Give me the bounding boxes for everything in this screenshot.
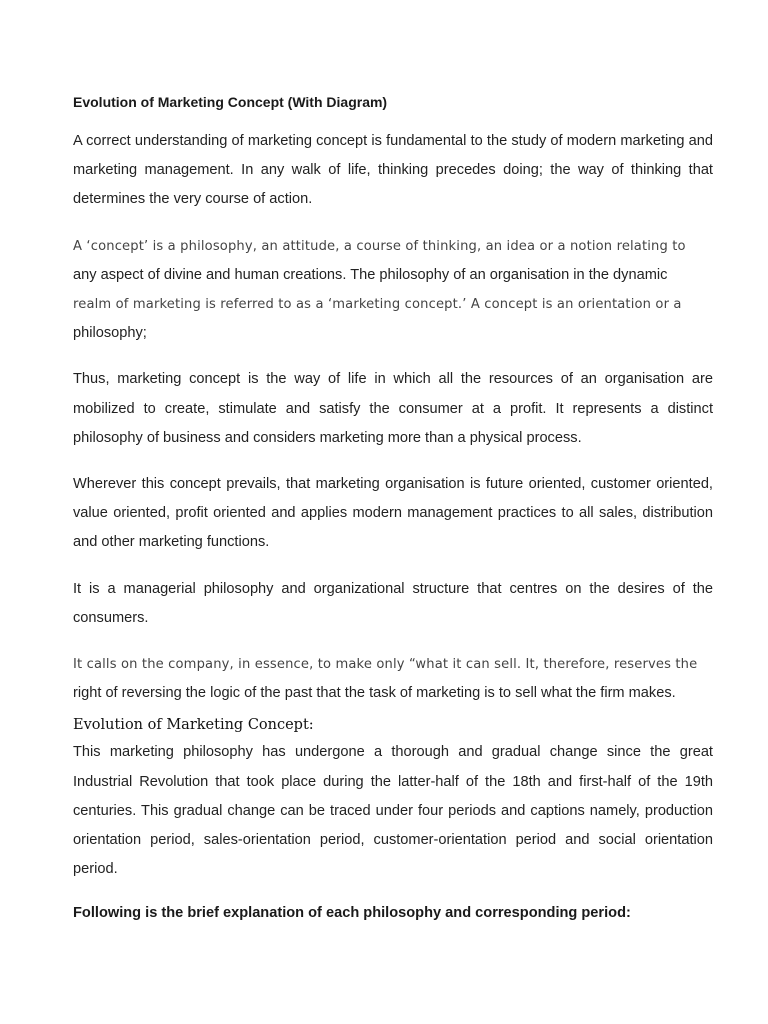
evolution-paragraph: This marketing philosophy has undergone a thorough and gradual change since the great Industrial Revolution that took place during the latter-half of the 18th and first-half of the 19th centuries. This gradual change can be traced under four periods and captions namely, production orientation period, sales-orientation period, customer-orientation period and social orientation period. — [73, 744, 713, 878]
concept-paragraph — [73, 232, 713, 349]
way-of-life-paragraph: Thus, marketing concept is the way of life in which all the resources of an organisation are mobilized to create, stimulate and satisfy the consumer at a profit. It represents a distinct philosophy of business and considers marketing more than a physical process. — [73, 371, 713, 446]
page-title: Evolution of Marketing Concept (With Diagram) — [73, 94, 388, 110]
closing-heading: Following is the brief explanation of each philosophy and corresponding period: — [73, 905, 631, 922]
intro-paragraph: A correct understanding of marketing concept is fundamental to the study of modern marketing and marketing management. In any walk of life, thinking precedes doing; the way of thinking that determines the very course of action. — [73, 133, 713, 208]
document-page — [73, 92, 713, 925]
concept-line-1: A ‘concept’ is a philosophy, an attitude, a course of thinking, an idea or a notion relating to — [73, 238, 686, 254]
managerial-paragraph: It is a managerial philosophy and organizational structure that centres on the desires of the consumers. — [73, 580, 713, 626]
concept-line-3: realm of marketing is referred to as a ‘marketing concept.’ A concept is an orientation or a — [73, 297, 682, 313]
calls-line-1: It calls on the company, in essence, to make only “what it can sell. It, therefore, reserves the — [73, 657, 698, 673]
calls-line-2: right of reversing the logic of the past that the task of marketing is to sell what the firm makes. — [73, 685, 676, 702]
concept-line-2: any aspect of divine and human creations. The philosophy of an organisation in the dynamic — [73, 266, 668, 283]
section-heading: Evolution of Marketing Concept: — [73, 717, 314, 734]
calls-paragraph — [73, 650, 713, 708]
concept-line-4: philosophy; — [73, 325, 147, 342]
prevails-paragraph: Wherever this concept prevails, that marketing organisation is future oriented, customer oriented, value oriented, profit oriented and applies modern management practices to all sales, distribution and other marketing functions. — [73, 476, 713, 551]
